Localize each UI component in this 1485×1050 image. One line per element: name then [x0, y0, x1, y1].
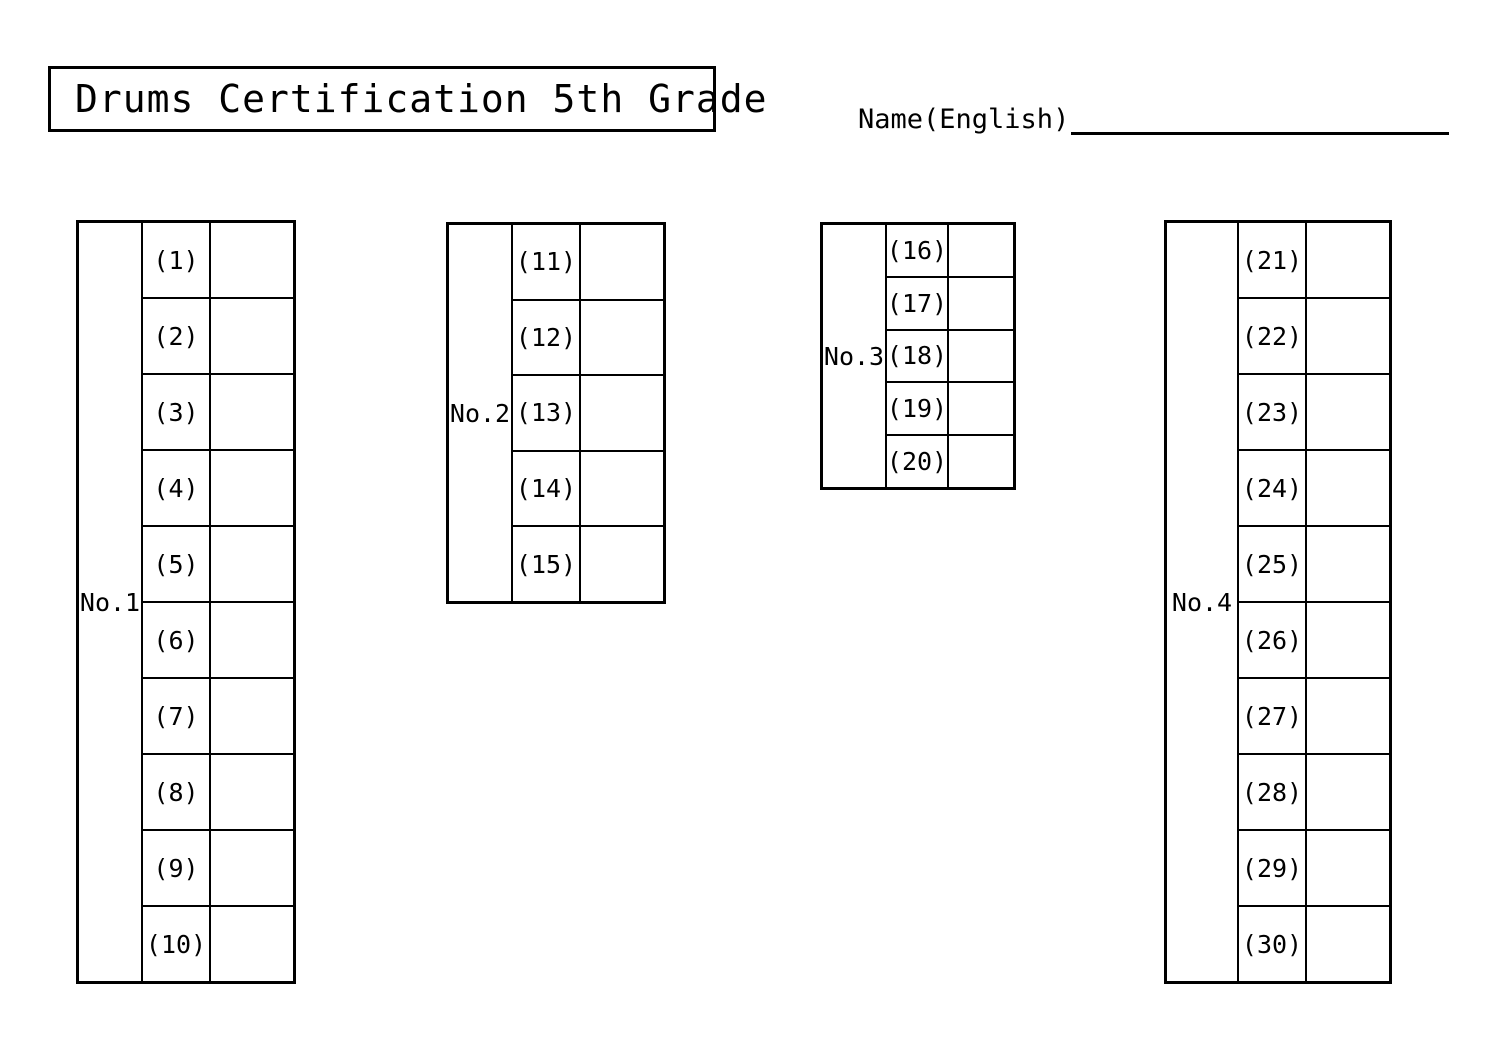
answer-cell[interactable]: [1307, 603, 1389, 677]
table-row: [1239, 527, 1389, 603]
row-number: (8): [143, 755, 211, 829]
table-row: [1239, 223, 1389, 299]
row-number: (2): [143, 299, 211, 373]
row-number: (9): [143, 831, 211, 905]
table-row: [887, 278, 1013, 331]
answer-cell[interactable]: [1307, 375, 1389, 449]
table-row: [143, 375, 293, 451]
row-number: (25): [1239, 527, 1307, 601]
block-rows: [885, 225, 1013, 487]
block-rows: [1237, 223, 1389, 981]
table-row: [887, 436, 1013, 487]
table-row: [887, 383, 1013, 436]
table-row: [1239, 907, 1389, 981]
table-row: [143, 679, 293, 755]
answer-cell[interactable]: [211, 755, 293, 829]
answer-cell[interactable]: [949, 225, 1013, 276]
answer-cell[interactable]: [1307, 451, 1389, 525]
row-number: (21): [1239, 223, 1307, 297]
answer-cell[interactable]: [1307, 527, 1389, 601]
answer-cell[interactable]: [949, 383, 1013, 434]
row-number: (3): [143, 375, 211, 449]
answer-cell[interactable]: [211, 907, 293, 981]
answer-block-no1: [76, 220, 296, 984]
table-row: [513, 376, 663, 452]
row-number: (6): [143, 603, 211, 677]
answer-cell[interactable]: [1307, 831, 1389, 905]
answer-cell[interactable]: [1307, 223, 1389, 297]
block-label: No.2: [449, 398, 511, 428]
table-row: [887, 225, 1013, 278]
table-row: [143, 451, 293, 527]
block-rows: [511, 225, 663, 601]
table-row: [143, 603, 293, 679]
row-number: (26): [1239, 603, 1307, 677]
name-field: [858, 102, 1449, 135]
row-number: (24): [1239, 451, 1307, 525]
row-number: (19): [887, 383, 949, 434]
answer-cell[interactable]: [949, 436, 1013, 487]
answer-cell[interactable]: [581, 376, 663, 450]
row-number: (12): [513, 301, 581, 375]
row-number: (30): [1239, 907, 1307, 981]
row-number: (4): [143, 451, 211, 525]
row-number: (10): [143, 907, 211, 981]
answer-cell[interactable]: [949, 331, 1013, 382]
table-row: [143, 831, 293, 907]
row-number: (28): [1239, 755, 1307, 829]
row-number: (11): [513, 225, 581, 299]
table-row: [887, 331, 1013, 384]
table-row: [1239, 603, 1389, 679]
table-row: [513, 527, 663, 601]
table-row: [513, 301, 663, 377]
table-row: [143, 223, 293, 299]
answer-block-no3: [820, 222, 1016, 490]
block-label: No.4: [1171, 587, 1233, 617]
table-row: [143, 299, 293, 375]
row-number: (29): [1239, 831, 1307, 905]
answer-cell[interactable]: [1307, 299, 1389, 373]
answer-cell[interactable]: [211, 831, 293, 905]
row-number: (20): [887, 436, 949, 487]
table-row: [1239, 375, 1389, 451]
row-number: (7): [143, 679, 211, 753]
answer-cell[interactable]: [211, 223, 293, 297]
table-row: [143, 527, 293, 603]
table-row: [1239, 679, 1389, 755]
answer-cell[interactable]: [1307, 907, 1389, 981]
table-row: [513, 452, 663, 528]
row-number: (14): [513, 452, 581, 526]
answer-cell[interactable]: [211, 299, 293, 373]
answer-cell[interactable]: [949, 278, 1013, 329]
row-number: (16): [887, 225, 949, 276]
answer-block-no4: [1164, 220, 1392, 984]
row-number: (23): [1239, 375, 1307, 449]
table-row: [513, 225, 663, 301]
block-label: No.1: [79, 587, 141, 617]
answer-cell[interactable]: [211, 375, 293, 449]
answer-cell[interactable]: [581, 225, 663, 299]
answer-cell[interactable]: [211, 679, 293, 753]
row-number: (27): [1239, 679, 1307, 753]
block-label: No.3: [823, 341, 885, 371]
table-row: [1239, 755, 1389, 831]
title-box: [48, 66, 768, 132]
answer-cell[interactable]: [1307, 755, 1389, 829]
answer-cell[interactable]: [581, 527, 663, 601]
answer-cell[interactable]: [211, 451, 293, 525]
answer-cell[interactable]: [211, 527, 293, 601]
row-number: (22): [1239, 299, 1307, 373]
row-number: (13): [513, 376, 581, 450]
answer-cell[interactable]: [211, 603, 293, 677]
block-rows: [141, 223, 293, 981]
answer-cell[interactable]: [1307, 679, 1389, 753]
table-row: [143, 907, 293, 981]
table-row: [1239, 831, 1389, 907]
row-number: (17): [887, 278, 949, 329]
name-label: Name(English): [858, 104, 1070, 135]
row-number: (18): [887, 331, 949, 382]
row-number: (5): [143, 527, 211, 601]
row-number: (15): [513, 527, 581, 601]
name-input[interactable]: [1071, 102, 1449, 135]
table-row: [143, 755, 293, 831]
answer-block-no2: [446, 222, 666, 604]
answer-cell[interactable]: [581, 301, 663, 375]
row-number: (1): [143, 223, 211, 297]
table-row: [1239, 299, 1389, 375]
table-row: [1239, 451, 1389, 527]
answer-cell[interactable]: [581, 452, 663, 526]
page-title: Drums Certification 5th Grade: [75, 77, 768, 121]
